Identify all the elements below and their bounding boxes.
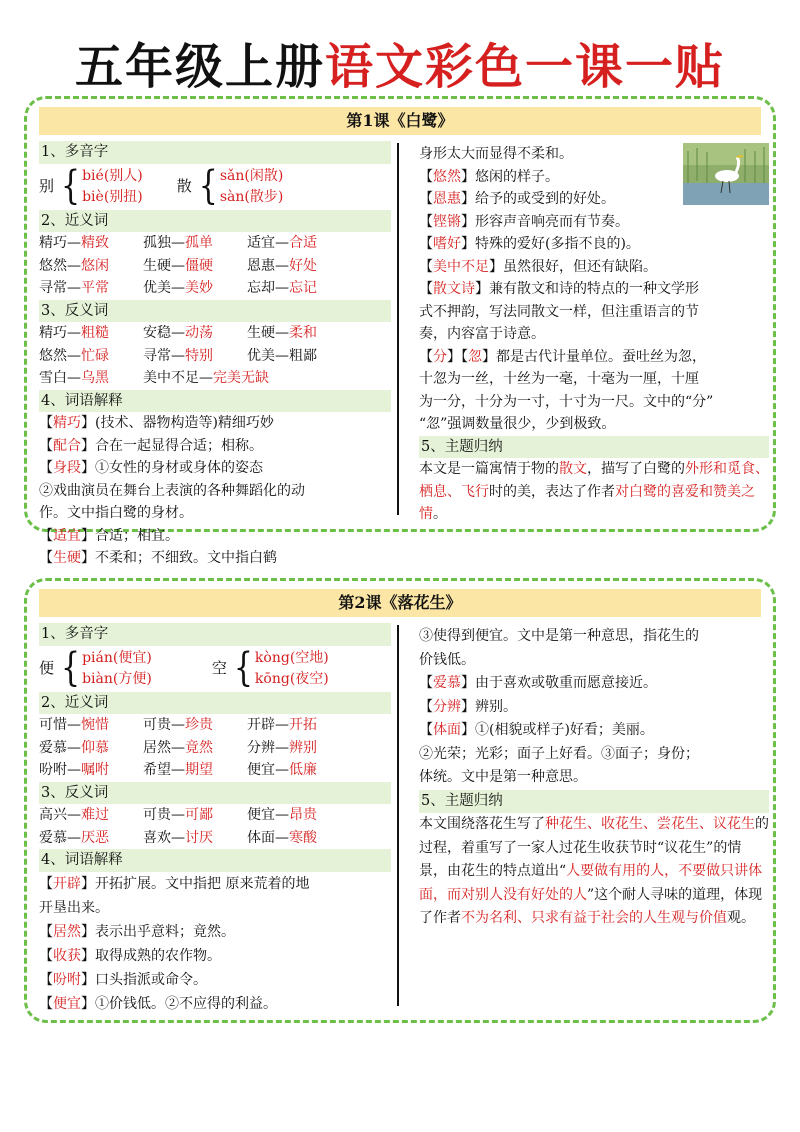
explanation-cont: ②戏曲演员在舞台上表演的各种舞蹈化的动 (39, 482, 305, 499)
word-pair: 希望—期望 (143, 762, 213, 778)
explanation: 【适宜】合适；相宜。 (39, 527, 179, 544)
antonym-grid (39, 322, 391, 390)
word-pair: 可贵—可鄙 (143, 807, 213, 823)
word-pair: 安稳—动荡 (143, 325, 213, 341)
explanation: 【分】【忽】都是古代计量单位。蚕吐丝为忽， (419, 348, 706, 365)
text-line: 身形太大而显得不柔和。 (419, 146, 573, 162)
polyphone-char: 空 (211, 659, 227, 678)
explanation-cont: 作。文中指白鹭的身材。 (39, 505, 193, 521)
reading: sǎn(闲散) (219, 167, 284, 184)
explanation: 【生硬】不柔和；不细致。文中指白鹤 (39, 550, 277, 566)
explanation: 【便宜】①价钱低。②不应得的利益。 (39, 995, 277, 1012)
reading: kōng(夜空) (254, 670, 329, 687)
word-pair: 可贵—珍贵 (143, 717, 213, 733)
page-title (0, 28, 800, 97)
explanation: 【铿锵】形容声音响亮而有节奏。 (419, 213, 629, 230)
word-pair: 雪白—乌黑 (39, 370, 109, 386)
word-pair: 可惜—惋惜 (39, 717, 109, 733)
title-red: 语文彩色一课一贴 (325, 39, 726, 95)
word-pair: 优美—美妙 (143, 280, 213, 296)
word-pair: 体面—寒酸 (247, 829, 317, 846)
lesson-2-right-column (419, 625, 769, 931)
word-pair: 寻常—特别 (143, 347, 213, 364)
lesson-1-right-column (419, 143, 769, 526)
explanation: 【精巧】(技术、器物构造等)精细巧妙 (39, 415, 274, 431)
explanation-cont: 十忽为一丝，十丝为一毫，十毫为一厘，十厘 (419, 371, 699, 387)
polyphone-row (39, 646, 391, 692)
theme-paragraph: 本文围绕落花生写了种花生、收花生、尝花生、议花生的过程，着重写了一家人过花生收获节时“议花生”的情景，由花生的特点道出“人要做有用的人，不要做只讲体面，而对别人没有好处的人”这个耐人寻味的道理，体现了作者不为名利、只求有益于社会的人生观与价值观。 (419, 816, 769, 926)
explanation: 【收获】取得成熟的农作物。 (39, 947, 221, 964)
lesson-1-left-column (39, 141, 391, 570)
text-line: 价钱低。 (419, 651, 475, 668)
lesson-1-card (24, 96, 776, 566)
word-pair: 吩咐—嘱咐 (39, 762, 109, 778)
section-antonyms: 3、反义词 (39, 782, 391, 805)
column-divider (397, 625, 399, 1006)
reading: kòng(空地) (254, 649, 329, 666)
section-polyphones: 1、多音字 (39, 623, 391, 646)
explanation: 【配合】合在一起显得合适；相称。 (39, 437, 263, 454)
lesson-1-heading: 第1课《白鹭》 (39, 107, 761, 135)
explanation: 【散文诗】兼有散文和诗的特点的一种文学形 (419, 281, 699, 297)
brace-icon: { (198, 163, 218, 209)
polyphone-char: 别 (39, 177, 55, 196)
polyphone-row (39, 164, 391, 210)
explanation: 【悠然】悠闲的样子。 (419, 168, 559, 185)
word-pair: 高兴—难过 (39, 807, 109, 823)
word-pair: 孤独—孤单 (143, 235, 213, 251)
reading: pián(便宜) (82, 649, 152, 666)
explanation: 【开辟】开拓扩展。文中指把 原来荒着的地 (39, 875, 310, 892)
word-pair: 恩惠—好处 (247, 257, 317, 274)
section-explanations: 4、词语解释 (39, 390, 391, 413)
section-theme: 5、主题归纳 (419, 436, 769, 459)
synonym-grid (39, 232, 391, 300)
explanation-cont: 为一分，十分为一寸，十寸为一尺。文中的“分” (419, 393, 714, 410)
text-line: ③使得到便宜。文中是第一种意思，指花生的 (419, 628, 699, 644)
word-pair: 生硬—僵硬 (143, 257, 213, 274)
lesson-2-card (24, 578, 776, 1023)
word-pair: 忘却—忘记 (247, 280, 317, 296)
explanation-cont: 开垦出来。 (39, 899, 109, 916)
word-pair: 爱慕—厌恶 (39, 829, 109, 846)
explanation-cont: ②光荣；光彩；面子上好看。③面子；身份； (419, 745, 699, 762)
section-antonyms: 3、反义词 (39, 300, 391, 323)
reading: biàn(方便) (82, 670, 152, 687)
word-pair: 寻常—平常 (39, 280, 109, 296)
explanation: 【恩惠】给予的或受到的好处。 (419, 191, 615, 207)
lesson-2-heading: 第2课《落花生》 (39, 589, 761, 617)
reading: biè(别扭) (82, 188, 143, 205)
explanation: 【美中不足】虽然很好，但还有缺陷。 (419, 258, 657, 275)
explanation: 【体面】①(相貌或样子)好看；美丽。 (419, 722, 654, 738)
explanation-cont: 奏，内容富于诗意。 (419, 326, 545, 342)
brace-icon: { (61, 645, 81, 691)
synonym-grid (39, 714, 391, 782)
explanation: 【身段】①女性的身材或身体的姿态 (39, 460, 263, 476)
polyphone-char: 散 (176, 177, 192, 196)
word-pair: 生硬—柔和 (247, 325, 317, 341)
egret-image (683, 143, 769, 205)
column-divider (397, 143, 399, 515)
word-pair: 适宜—合适 (247, 235, 317, 251)
word-pair: 爱慕—仰慕 (39, 739, 109, 756)
title-black: 五年级上册 (74, 39, 325, 95)
reading: sàn(散步) (219, 188, 284, 205)
word-pair: 精巧—精致 (39, 235, 109, 251)
word-pair: 美中不足—完美无缺 (143, 370, 269, 386)
explanation: 【吩咐】口头指派或命令。 (39, 971, 207, 988)
antonym-grid (39, 804, 391, 849)
explanation: 【嗜好】特殊的爱好(多指不良的)。 (419, 236, 640, 252)
brace-icon: { (61, 163, 81, 209)
polyphone-char: 便 (39, 659, 55, 678)
section-polyphones: 1、多音字 (39, 141, 391, 164)
word-pair: 分辨—辨别 (247, 739, 317, 756)
theme-paragraph: 本文是一篇寓情于物的散文，描写了白鹭的外形和觅食、栖息、飞行时的美，表达了作者对白鹭的喜爱和赞美之情。 (419, 461, 769, 522)
explanation: 【居然】表示出乎意料；竟然。 (39, 923, 235, 940)
word-pair: 优美—粗鄙 (247, 347, 317, 364)
word-pair: 居然—竟然 (143, 739, 213, 756)
brace-icon: { (233, 645, 253, 691)
word-pair: 悠然—忙碌 (39, 347, 109, 364)
explanation: 【分辨】辨别。 (419, 698, 517, 715)
lesson-2-left-column (39, 623, 391, 1016)
reading: bié(别人) (82, 167, 143, 184)
word-pair: 喜欢—讨厌 (143, 829, 213, 846)
explanation-cont: 式不押韵，写法同散文一样，但注重语言的节 (419, 303, 699, 320)
explanation-cont: “忽”强调数量很少，少到极致。 (419, 416, 616, 432)
word-pair: 精巧—粗糙 (39, 325, 109, 341)
section-explanations: 4、词语解释 (39, 849, 391, 872)
word-pair: 开辟—开拓 (247, 717, 317, 733)
word-pair: 便宜—昂贵 (247, 807, 317, 823)
section-synonyms: 2、近义词 (39, 692, 391, 715)
word-pair: 便宜—低廉 (247, 762, 317, 778)
word-pair: 悠然—悠闲 (39, 257, 109, 274)
explanation-cont: 体统。文中是第一种意思。 (419, 769, 587, 785)
section-theme: 5、主题归纳 (419, 790, 769, 814)
explanation: 【爱慕】由于喜欢或敬重而愿意接近。 (419, 675, 657, 691)
section-synonyms: 2、近义词 (39, 210, 391, 233)
